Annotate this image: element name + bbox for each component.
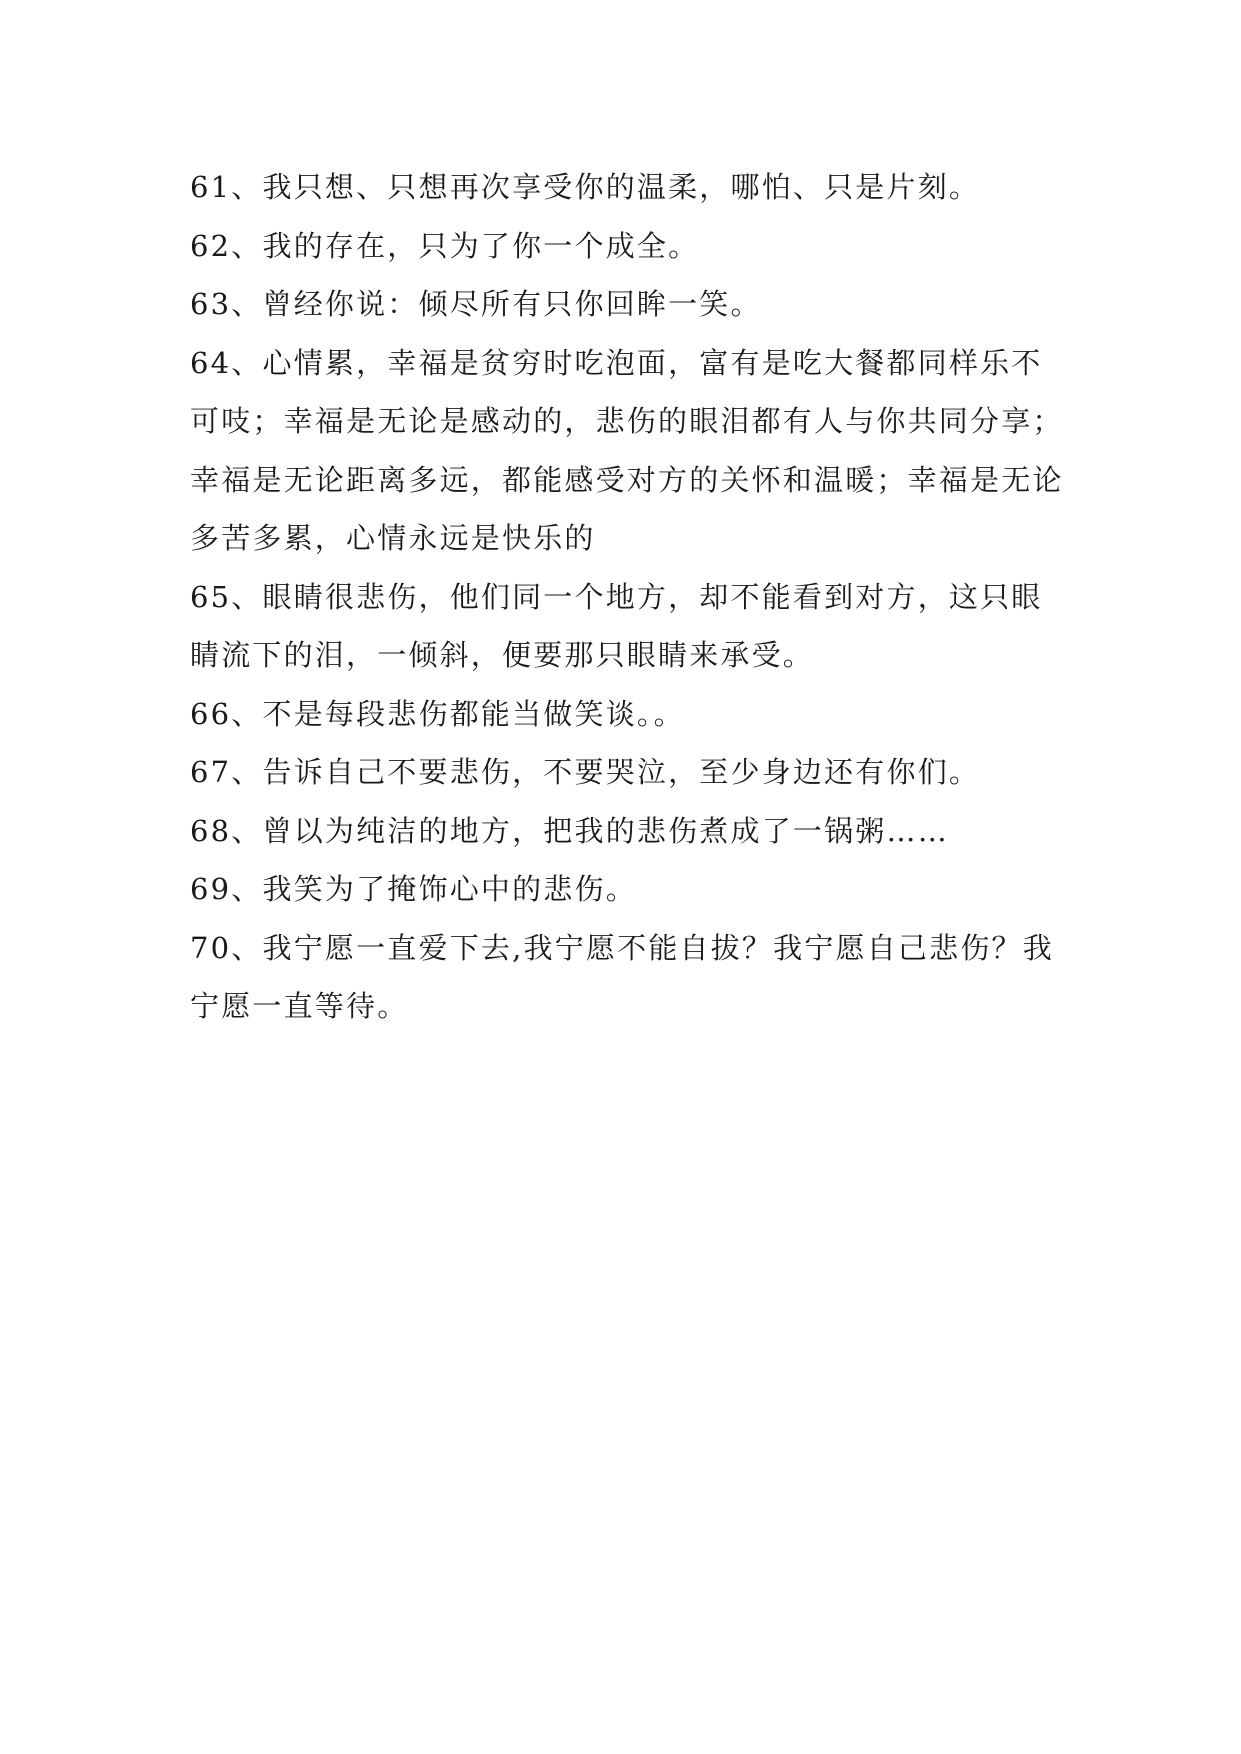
quote-entry-70: 70、我宁愿一直爱下去,我宁愿不能自拔？我宁愿自己悲伤？我宁愿一直等待。: [190, 930, 1054, 1023]
quote-entry-68: 68、曾以为纯洁的地方，把我的悲伤煮成了一锅粥……: [190, 813, 949, 848]
quote-entry-67: 67、告诉自己不要悲伤，不要哭泣，至少身边还有你们。: [190, 755, 981, 789]
quote-entry-62: 62、我的存在，只为了你一个成全。: [190, 228, 700, 263]
quote-entry-64: 64、心情累，幸福是贫穷时吃泡面，富有是吃大餐都同样乐不可吱；幸福是无论是感动的，悲伤的眼泪都有人与你共同分享；幸福是无论距离多远，都能感受对方的关怀和温暖；幸福是无论多苦多累，心情永远是快乐的: [190, 345, 1064, 555]
quote-entry-66: 66、不是每段悲伤都能当做笑谈。。: [190, 696, 685, 731]
quote-entry-63: 63、曾经你说：倾尽所有只你回眸一笑。: [190, 287, 762, 321]
quote-entry-61: 61、我只想、只想再次享受你的温柔，哪怕、只是片刻。: [190, 170, 981, 204]
document-body: [190, 158, 1070, 1036]
quote-entry-65: 65、眼睛很悲伤，他们同一个地方，却不能看到对方，这只眼睛流下的泪，一倾斜，便要那只眼睛来承受。: [190, 579, 1043, 672]
quote-entry-69: 69、我笑为了掩饰心中的悲伤。: [190, 872, 637, 906]
